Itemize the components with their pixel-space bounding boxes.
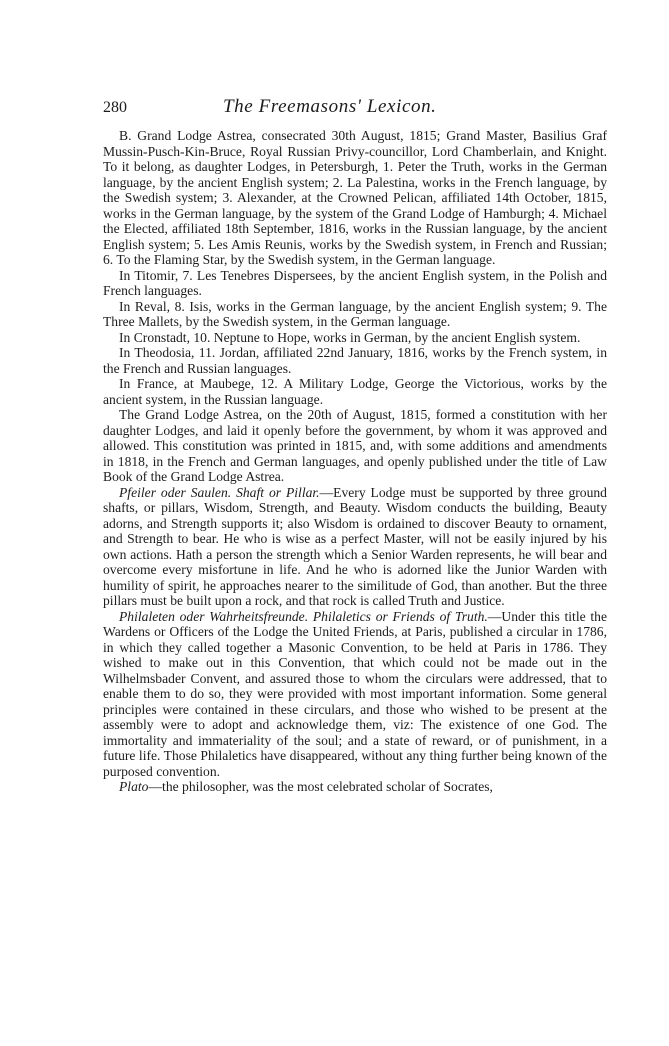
page-header	[103, 96, 607, 124]
entry-philaleten: Philaleten oder Wahrheitsfreunde. Philaletics or Friends of Truth.—Under this title the Wardens or Officers of the Lodge the United Friends, at Paris, published a circular in 1786, in which they called together a Masonic Convention, to be held at Paris in 1786. They wished to make out in this Convention, that which could not be made out in the Wilhelmsbader Convent, and assured those to whom the circulars were addressed, that to enable them to do so, they were provided with most important information. Some general principles were contained in these circulars, and those who wished to be present at the assembly were to adopt and acknowledge them, viz: The existence of one God. The immortality and immateriality of the soul; and a state of reward, or of punishment, in a future life. Those Philaletics have disappeared, without any thing further being known of the purposed convention.	[103, 608, 607, 779]
body-text	[103, 128, 607, 795]
paragraph-titomir: In Titomir, 7. Les Tenebres Dispersees, by the ancient English system, in the Polish and French languages.	[103, 267, 607, 298]
paragraph-reval: In Reval, 8. Isis, works in the German language, by the ancient English system; 9. The Three Mallets, by the Swedish system, in the German language.	[103, 298, 607, 329]
running-title: The Freemasons' Lexicon.	[223, 96, 437, 117]
paragraph-constitution: The Grand Lodge Astrea, on the 20th of August, 1815, formed a constitution with her daughter Lodges, and laid it openly before the government, by whom it was approved and allowed. This constitution was printed in 1815, and, with some additions and amendments in 1818, in the French and German languages, and openly published under the title of Law Book of the Grand Lodge Astrea.	[103, 407, 607, 484]
entry-heading: Pfeiler oder Saulen. Shaft or Pillar.	[119, 484, 320, 500]
entry-plato: Plato—the philosopher, was the most celebrated scholar of Socrates,	[119, 779, 493, 794]
paragraph-france: In France, at Maubege, 12. A Military Lodge, George the Victorious, works by the ancient system, in the Russian language.	[103, 376, 607, 407]
paragraph-theodosia: In Theodosia, 11. Jordan, affiliated 22nd January, 1816, works by the French system, in the French and Russian languages.	[103, 345, 607, 376]
entry-heading: Philaleten oder Wahrheitsfreunde. Philaletics or Friends of Truth.	[119, 608, 488, 624]
page-number: 280	[103, 99, 127, 116]
paragraph-cronstadt: In Cronstadt, 10. Neptune to Hope, works in German, by the ancient English system.	[119, 329, 581, 345]
entry-pfeiler: Pfeiler oder Saulen. Shaft or Pillar.—Every Lodge must be supported by three ground shafts, or pillars, Wisdom, Strength, and Beauty. Wisdom conducts the building, Beauty adorns, and Strength supports it; also Wisdom is ordained to discover Beauty to ornament, and Strength to bear. He who is wise as a perfect Master, will not be easily injured by his own actions. Hath a person the strength which a Senior Warden represents, he will bear and overcome every misfortune in life. And he who is adorned like the Junior Warden with humility of spirit, he approaches nearer to the similitude of God, than another. But the three pillars must be built upon a rock, and that rock is called Truth and Justice.	[103, 484, 607, 608]
paragraph-grand-lodge-astrea: B. Grand Lodge Astrea, consecrated 30th August, 1815; Grand Master, Basilius Graf Mussin-Pusch-Kin-Bruce, Royal Russian Privy-councillor, Lord Chamberlain, and Knight. To it belong, as daughter Lodges, in Petersburgh, 1. Peter the Truth, works in the German language, by the ancient English system; 2. La Palestina, works in the French language, by the Swedish system; 3. Alexander, at the Crowned Pelican, affiliated 14th October, 1815, works in the German language, by the system of the Grand Lodge of Hamburgh; 4. Michael the Elected, affiliated 18th September, 1816, works in the Russian language, by the ancient English system; 5. Les Amis Reunis, works by the Swedish system, in French and Russian; 6. To the Flaming Star, by the Swedish system, in the German language.	[103, 128, 607, 267]
entry-heading: Plato	[119, 779, 149, 794]
